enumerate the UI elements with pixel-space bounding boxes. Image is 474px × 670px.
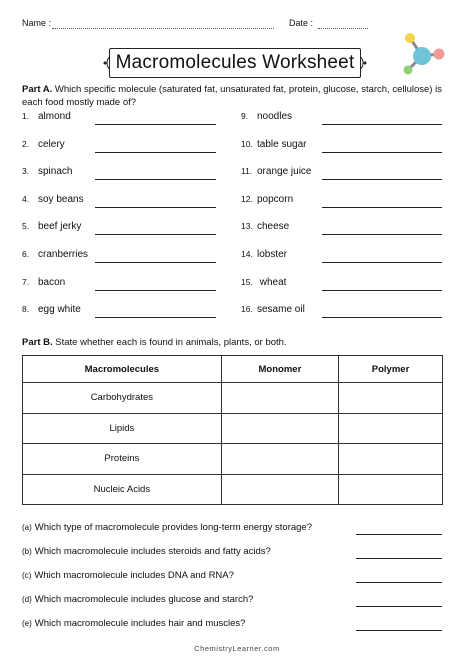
question-text: Which type of macromolecule provides long-term energy storage? xyxy=(34,522,312,533)
item-number: 12. xyxy=(241,194,253,204)
answer-line[interactable] xyxy=(322,290,442,291)
food-item xyxy=(241,139,306,153)
page-title: Macromolecules Worksheet xyxy=(115,52,355,73)
answer-line[interactable] xyxy=(95,207,216,208)
answer-line[interactable] xyxy=(322,124,442,125)
molecule-icon xyxy=(398,30,448,78)
answer-line[interactable] xyxy=(356,558,442,559)
question xyxy=(22,594,253,605)
row-label: Nucleic Acids xyxy=(23,474,222,505)
table-row xyxy=(23,413,443,444)
polymer-cell[interactable] xyxy=(339,413,443,444)
answer-line[interactable] xyxy=(95,262,216,263)
item-number: 1. xyxy=(22,111,30,121)
item-number: 4. xyxy=(22,194,30,204)
food-item xyxy=(241,194,293,208)
table-row xyxy=(23,383,443,414)
answer-line[interactable] xyxy=(322,317,442,318)
food-item xyxy=(22,249,88,263)
answer-line[interactable] xyxy=(95,152,216,153)
food-item xyxy=(241,166,311,180)
item-number: 11. xyxy=(241,166,253,176)
answer-line[interactable] xyxy=(95,179,216,180)
part-a-instruction: Which specific molecule (saturated fat, unsaturated fat, protein, glucose, starch, cellulose) is each food mostly made of? xyxy=(22,84,442,108)
food-name: bacon xyxy=(38,277,66,288)
food-name: spinach xyxy=(38,166,73,177)
date-label: Date : xyxy=(289,18,314,28)
food-item xyxy=(241,221,289,235)
item-number: 13. xyxy=(241,221,253,231)
part-b-instruction: State whether each is found in animals, plants, or both. xyxy=(55,337,287,348)
col-header-polymer: Polymer xyxy=(339,356,443,383)
polymer-cell[interactable] xyxy=(339,444,443,475)
item-number: 2. xyxy=(22,139,30,149)
question xyxy=(22,522,312,533)
question-label: (d) xyxy=(22,595,32,604)
monomer-cell[interactable] xyxy=(221,413,338,444)
food-item xyxy=(241,304,305,318)
food-name: egg white xyxy=(38,304,81,315)
polymer-cell[interactable] xyxy=(339,474,443,505)
answer-line[interactable] xyxy=(322,234,442,235)
monomer-cell[interactable] xyxy=(221,474,338,505)
name-label: Name : xyxy=(22,18,52,28)
footer-brand: ChemistryLearner.com xyxy=(194,644,280,653)
answer-line[interactable] xyxy=(322,152,442,153)
item-number: 14. xyxy=(241,249,253,259)
part-a-instructions xyxy=(22,83,442,109)
title-banner xyxy=(101,48,369,78)
answer-line[interactable] xyxy=(95,124,216,125)
food-name: celery xyxy=(38,139,65,150)
row-label: Carbohydrates xyxy=(23,383,222,414)
answer-line[interactable] xyxy=(95,234,216,235)
answer-line[interactable] xyxy=(322,262,442,263)
food-item xyxy=(22,166,72,180)
question xyxy=(22,546,271,557)
food-item xyxy=(22,111,71,125)
answer-line[interactable] xyxy=(356,606,442,607)
answer-line[interactable] xyxy=(322,179,442,180)
food-name: cranberries xyxy=(38,249,89,260)
item-number: 16. xyxy=(241,304,253,314)
part-b-instructions xyxy=(22,336,287,349)
monomer-cell[interactable] xyxy=(221,444,338,475)
item-number: 9. xyxy=(241,111,249,121)
question-label: (e) xyxy=(22,619,32,628)
question-label: (c) xyxy=(22,571,32,580)
monomer-cell[interactable] xyxy=(221,383,338,414)
question-text: Which macromolecule includes steroids and fatty acids? xyxy=(34,546,271,557)
food-item xyxy=(241,111,292,125)
question-label: (b) xyxy=(22,547,32,556)
item-number: 5. xyxy=(22,221,30,231)
row-label: Proteins xyxy=(23,444,222,475)
question xyxy=(22,618,245,629)
date-field[interactable] xyxy=(318,28,368,29)
item-number: 7. xyxy=(22,277,30,287)
food-item xyxy=(22,139,65,153)
macromolecule-table xyxy=(22,355,443,505)
answer-line[interactable] xyxy=(356,582,442,583)
item-number: 8. xyxy=(22,304,30,314)
name-field[interactable] xyxy=(52,28,274,29)
food-name: noodles xyxy=(257,111,293,122)
col-header-macromolecules: Macromolecules xyxy=(23,356,222,383)
food-name: beef jerky xyxy=(38,221,82,232)
food-name: soy beans xyxy=(38,194,84,205)
part-b-label: Part B. xyxy=(22,337,53,348)
question-label: (a) xyxy=(22,523,32,532)
question xyxy=(22,570,234,581)
food-item xyxy=(22,221,81,235)
food-name: orange juice xyxy=(257,166,312,177)
question-text: Which macromolecule includes hair and muscles? xyxy=(34,618,246,629)
food-name: sesame oil xyxy=(257,304,305,315)
item-number: 6. xyxy=(22,249,30,259)
table-row xyxy=(23,444,443,475)
table-header-row xyxy=(23,356,443,383)
food-name: table sugar xyxy=(257,139,307,150)
question-text: Which macromolecule includes DNA and RNA? xyxy=(34,570,234,581)
answer-line[interactable] xyxy=(95,317,216,318)
food-item xyxy=(241,249,287,263)
item-number: 15. xyxy=(241,277,253,287)
part-a-label: Part A. xyxy=(22,84,53,95)
polymer-cell[interactable] xyxy=(339,383,443,414)
food-item xyxy=(241,277,286,291)
question-text: Which macromolecule includes glucose and starch? xyxy=(34,594,254,605)
food-name: popcorn xyxy=(257,194,294,205)
food-name: wheat xyxy=(257,277,287,288)
table-row xyxy=(23,474,443,505)
row-label: Lipids xyxy=(23,413,222,444)
answer-line[interactable] xyxy=(322,207,442,208)
food-name: lobster xyxy=(257,249,288,260)
food-item xyxy=(22,194,84,208)
item-number: 10. xyxy=(241,139,253,149)
food-item xyxy=(22,304,81,318)
item-number: 3. xyxy=(22,166,30,176)
answer-line[interactable] xyxy=(356,630,442,631)
food-item xyxy=(22,277,65,291)
answer-line[interactable] xyxy=(356,534,442,535)
col-header-monomer: Monomer xyxy=(221,356,338,383)
answer-line[interactable] xyxy=(95,290,216,291)
food-name: almond xyxy=(38,111,71,122)
food-name: cheese xyxy=(257,221,290,232)
